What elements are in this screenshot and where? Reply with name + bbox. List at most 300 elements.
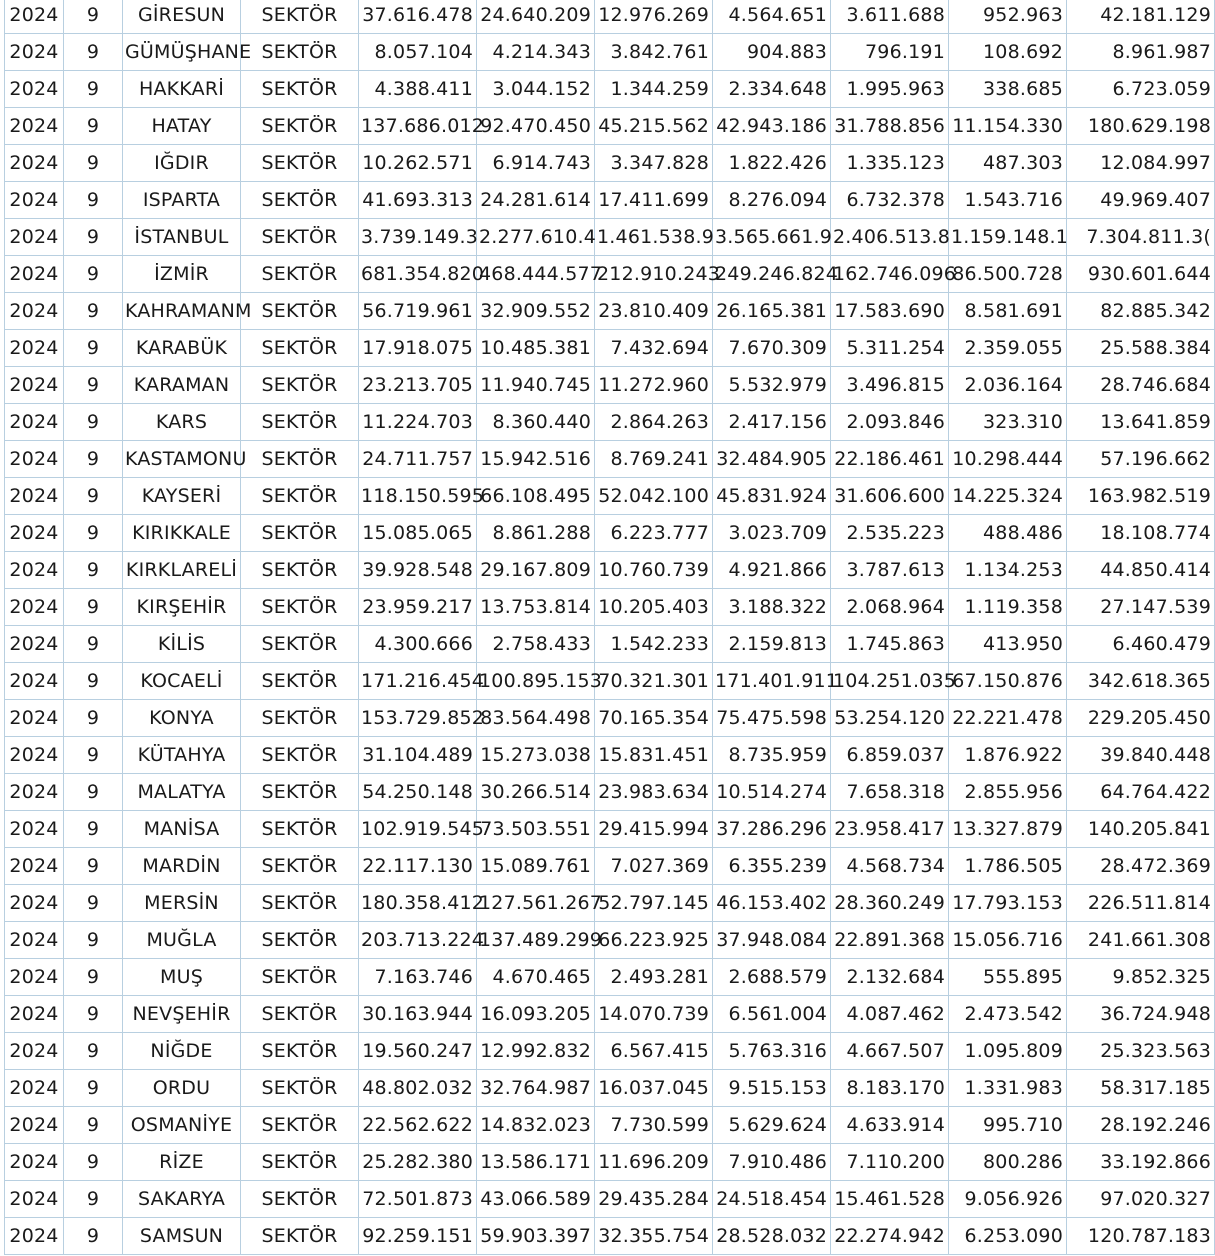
value-cell-3[interactable]: 23.810.409 — [595, 293, 713, 330]
value-cell-6[interactable]: 1.159.148.1 — [949, 219, 1067, 256]
total-cell[interactable]: 28.746.684 — [1067, 367, 1215, 404]
total-cell[interactable]: 9.852.325 — [1067, 959, 1215, 996]
province-cell[interactable]: GİRESUN — [123, 0, 241, 34]
value-cell-3[interactable]: 6.567.415 — [595, 1033, 713, 1070]
province-cell[interactable]: RİZE — [123, 1144, 241, 1181]
value-cell-6[interactable]: 14.225.324 — [949, 478, 1067, 515]
value-cell-5[interactable]: 4.667.507 — [831, 1033, 949, 1070]
total-cell[interactable]: 27.147.539 — [1067, 589, 1215, 626]
value-cell-4[interactable]: 42.943.186 — [713, 108, 831, 145]
value-cell-3[interactable]: 17.411.699 — [595, 182, 713, 219]
year-cell[interactable]: 2024 — [5, 441, 64, 478]
value-cell-3[interactable]: 32.355.754 — [595, 1218, 713, 1255]
category-cell[interactable]: SEKTÖR — [241, 182, 359, 219]
value-cell-5[interactable]: 7.658.318 — [831, 774, 949, 811]
value-cell-3[interactable]: 23.983.634 — [595, 774, 713, 811]
category-cell[interactable]: SEKTÖR — [241, 589, 359, 626]
province-cell[interactable]: SAMSUN — [123, 1218, 241, 1255]
value-cell-2[interactable]: 43.066.589 — [477, 1181, 595, 1218]
category-cell[interactable]: SEKTÖR — [241, 145, 359, 182]
year-cell[interactable]: 2024 — [5, 1033, 64, 1070]
value-cell-3[interactable]: 52.042.100 — [595, 478, 713, 515]
province-cell[interactable]: MANİSA — [123, 811, 241, 848]
value-cell-1[interactable]: 23.213.705 — [359, 367, 477, 404]
value-cell-6[interactable]: 1.095.809 — [949, 1033, 1067, 1070]
category-cell[interactable]: SEKTÖR — [241, 1144, 359, 1181]
value-cell-2[interactable]: 4.670.465 — [477, 959, 595, 996]
value-cell-5[interactable]: 3.496.815 — [831, 367, 949, 404]
value-cell-1[interactable]: 30.163.944 — [359, 996, 477, 1033]
value-cell-1[interactable]: 10.262.571 — [359, 145, 477, 182]
year-cell[interactable]: 2024 — [5, 959, 64, 996]
value-cell-3[interactable]: 29.435.284 — [595, 1181, 713, 1218]
category-cell[interactable]: SEKTÖR — [241, 1070, 359, 1107]
value-cell-6[interactable]: 17.793.153 — [949, 885, 1067, 922]
month-cell[interactable]: 9 — [64, 404, 123, 441]
value-cell-6[interactable]: 6.253.090 — [949, 1218, 1067, 1255]
value-cell-5[interactable]: 28.360.249 — [831, 885, 949, 922]
category-cell[interactable]: SEKTÖR — [241, 922, 359, 959]
total-cell[interactable]: 7.304.811.3( — [1067, 219, 1215, 256]
province-cell[interactable]: NİĞDE — [123, 1033, 241, 1070]
value-cell-3[interactable]: 2.493.281 — [595, 959, 713, 996]
value-cell-5[interactable]: 6.732.378 — [831, 182, 949, 219]
month-cell[interactable]: 9 — [64, 330, 123, 367]
month-cell[interactable]: 9 — [64, 0, 123, 34]
total-cell[interactable]: 241.661.308 — [1067, 922, 1215, 959]
value-cell-2[interactable]: 13.753.814 — [477, 589, 595, 626]
value-cell-4[interactable]: 4.921.866 — [713, 552, 831, 589]
year-cell[interactable]: 2024 — [5, 1107, 64, 1144]
year-cell[interactable]: 2024 — [5, 1070, 64, 1107]
value-cell-5[interactable]: 3.787.613 — [831, 552, 949, 589]
year-cell[interactable]: 2024 — [5, 293, 64, 330]
total-cell[interactable]: 82.885.342 — [1067, 293, 1215, 330]
year-cell[interactable]: 2024 — [5, 404, 64, 441]
value-cell-2[interactable]: 2.277.610.4 — [477, 219, 595, 256]
value-cell-4[interactable]: 8.735.959 — [713, 737, 831, 774]
value-cell-2[interactable]: 10.485.381 — [477, 330, 595, 367]
category-cell[interactable]: SEKTÖR — [241, 293, 359, 330]
total-cell[interactable]: 13.641.859 — [1067, 404, 1215, 441]
value-cell-1[interactable]: 8.057.104 — [359, 34, 477, 71]
province-cell[interactable]: SAKARYA — [123, 1181, 241, 1218]
total-cell[interactable]: 39.840.448 — [1067, 737, 1215, 774]
total-cell[interactable]: 97.020.327 — [1067, 1181, 1215, 1218]
total-cell[interactable]: 44.850.414 — [1067, 552, 1215, 589]
value-cell-5[interactable]: 1.745.863 — [831, 626, 949, 663]
value-cell-2[interactable]: 2.758.433 — [477, 626, 595, 663]
value-cell-6[interactable]: 67.150.876 — [949, 663, 1067, 700]
value-cell-4[interactable]: 171.401.911 — [713, 663, 831, 700]
value-cell-1[interactable]: 25.282.380 — [359, 1144, 477, 1181]
value-cell-6[interactable]: 2.036.164 — [949, 367, 1067, 404]
category-cell[interactable]: SEKTÖR — [241, 404, 359, 441]
year-cell[interactable]: 2024 — [5, 737, 64, 774]
category-cell[interactable]: SEKTÖR — [241, 737, 359, 774]
value-cell-6[interactable]: 11.154.330 — [949, 108, 1067, 145]
year-cell[interactable]: 2024 — [5, 0, 64, 34]
value-cell-1[interactable]: 39.928.548 — [359, 552, 477, 589]
value-cell-3[interactable]: 7.730.599 — [595, 1107, 713, 1144]
value-cell-3[interactable]: 7.432.694 — [595, 330, 713, 367]
value-cell-6[interactable]: 995.710 — [949, 1107, 1067, 1144]
value-cell-2[interactable]: 24.281.614 — [477, 182, 595, 219]
category-cell[interactable]: SEKTÖR — [241, 367, 359, 404]
month-cell[interactable]: 9 — [64, 441, 123, 478]
value-cell-6[interactable]: 323.310 — [949, 404, 1067, 441]
month-cell[interactable]: 9 — [64, 293, 123, 330]
value-cell-4[interactable]: 37.948.084 — [713, 922, 831, 959]
category-cell[interactable]: SEKTÖR — [241, 959, 359, 996]
value-cell-4[interactable]: 24.518.454 — [713, 1181, 831, 1218]
value-cell-2[interactable]: 24.640.209 — [477, 0, 595, 34]
value-cell-3[interactable]: 7.027.369 — [595, 848, 713, 885]
value-cell-4[interactable]: 7.910.486 — [713, 1144, 831, 1181]
province-cell[interactable]: KÜTAHYA — [123, 737, 241, 774]
value-cell-1[interactable]: 22.562.622 — [359, 1107, 477, 1144]
value-cell-4[interactable]: 249.246.824 — [713, 256, 831, 293]
month-cell[interactable]: 9 — [64, 996, 123, 1033]
value-cell-3[interactable]: 16.037.045 — [595, 1070, 713, 1107]
value-cell-4[interactable]: 28.528.032 — [713, 1218, 831, 1255]
value-cell-4[interactable]: 1.822.426 — [713, 145, 831, 182]
year-cell[interactable]: 2024 — [5, 219, 64, 256]
year-cell[interactable]: 2024 — [5, 589, 64, 626]
value-cell-5[interactable]: 23.958.417 — [831, 811, 949, 848]
category-cell[interactable]: SEKTÖR — [241, 552, 359, 589]
month-cell[interactable]: 9 — [64, 626, 123, 663]
value-cell-2[interactable]: 8.861.288 — [477, 515, 595, 552]
value-cell-1[interactable]: 681.354.820 — [359, 256, 477, 293]
value-cell-6[interactable]: 1.786.505 — [949, 848, 1067, 885]
value-cell-4[interactable]: 2.688.579 — [713, 959, 831, 996]
province-cell[interactable]: İZMİR — [123, 256, 241, 293]
year-cell[interactable]: 2024 — [5, 367, 64, 404]
value-cell-1[interactable]: 180.358.412 — [359, 885, 477, 922]
value-cell-3[interactable]: 45.215.562 — [595, 108, 713, 145]
value-cell-2[interactable]: 4.214.343 — [477, 34, 595, 71]
value-cell-6[interactable]: 555.895 — [949, 959, 1067, 996]
value-cell-5[interactable]: 22.891.368 — [831, 922, 949, 959]
value-cell-2[interactable]: 15.089.761 — [477, 848, 595, 885]
value-cell-6[interactable]: 2.359.055 — [949, 330, 1067, 367]
value-cell-4[interactable]: 6.355.239 — [713, 848, 831, 885]
total-cell[interactable]: 49.969.407 — [1067, 182, 1215, 219]
value-cell-1[interactable]: 118.150.595 — [359, 478, 477, 515]
value-cell-1[interactable]: 23.959.217 — [359, 589, 477, 626]
value-cell-1[interactable]: 11.224.703 — [359, 404, 477, 441]
value-cell-4[interactable]: 904.883 — [713, 34, 831, 71]
province-cell[interactable]: HATAY — [123, 108, 241, 145]
category-cell[interactable]: SEKTÖR — [241, 700, 359, 737]
value-cell-1[interactable]: 19.560.247 — [359, 1033, 477, 1070]
year-cell[interactable]: 2024 — [5, 996, 64, 1033]
year-cell[interactable]: 2024 — [5, 922, 64, 959]
value-cell-1[interactable]: 7.163.746 — [359, 959, 477, 996]
month-cell[interactable]: 9 — [64, 700, 123, 737]
total-cell[interactable]: 64.764.422 — [1067, 774, 1215, 811]
value-cell-3[interactable]: 15.831.451 — [595, 737, 713, 774]
value-cell-3[interactable]: 212.910.243 — [595, 256, 713, 293]
value-cell-6[interactable]: 1.134.253 — [949, 552, 1067, 589]
value-cell-3[interactable]: 11.272.960 — [595, 367, 713, 404]
value-cell-2[interactable]: 16.093.205 — [477, 996, 595, 1033]
value-cell-2[interactable]: 29.167.809 — [477, 552, 595, 589]
province-cell[interactable]: HAKKARİ — [123, 71, 241, 108]
year-cell[interactable]: 2024 — [5, 478, 64, 515]
value-cell-2[interactable]: 14.832.023 — [477, 1107, 595, 1144]
month-cell[interactable]: 9 — [64, 774, 123, 811]
total-cell[interactable]: 229.205.450 — [1067, 700, 1215, 737]
category-cell[interactable]: SEKTÖR — [241, 1218, 359, 1255]
value-cell-2[interactable]: 13.586.171 — [477, 1144, 595, 1181]
total-cell[interactable]: 25.588.384 — [1067, 330, 1215, 367]
province-cell[interactable]: KARAMAN — [123, 367, 241, 404]
year-cell[interactable]: 2024 — [5, 774, 64, 811]
value-cell-1[interactable]: 41.693.313 — [359, 182, 477, 219]
year-cell[interactable]: 2024 — [5, 34, 64, 71]
month-cell[interactable]: 9 — [64, 959, 123, 996]
value-cell-5[interactable]: 22.186.461 — [831, 441, 949, 478]
value-cell-6[interactable]: 15.056.716 — [949, 922, 1067, 959]
value-cell-2[interactable]: 32.764.987 — [477, 1070, 595, 1107]
value-cell-4[interactable]: 46.153.402 — [713, 885, 831, 922]
value-cell-6[interactable]: 2.473.542 — [949, 996, 1067, 1033]
year-cell[interactable]: 2024 — [5, 552, 64, 589]
province-cell[interactable]: KIRŞEHİR — [123, 589, 241, 626]
total-cell[interactable]: 12.084.997 — [1067, 145, 1215, 182]
value-cell-1[interactable]: 4.388.411 — [359, 71, 477, 108]
value-cell-1[interactable]: 31.104.489 — [359, 737, 477, 774]
category-cell[interactable]: SEKTÖR — [241, 996, 359, 1033]
value-cell-5[interactable]: 2.093.846 — [831, 404, 949, 441]
month-cell[interactable]: 9 — [64, 811, 123, 848]
province-cell[interactable]: KONYA — [123, 700, 241, 737]
value-cell-5[interactable]: 17.583.690 — [831, 293, 949, 330]
value-cell-2[interactable]: 11.940.745 — [477, 367, 595, 404]
total-cell[interactable]: 180.629.198 — [1067, 108, 1215, 145]
year-cell[interactable]: 2024 — [5, 626, 64, 663]
value-cell-6[interactable]: 1.331.983 — [949, 1070, 1067, 1107]
month-cell[interactable]: 9 — [64, 885, 123, 922]
year-cell[interactable]: 2024 — [5, 1144, 64, 1181]
value-cell-6[interactable]: 1.543.716 — [949, 182, 1067, 219]
value-cell-3[interactable]: 11.696.209 — [595, 1144, 713, 1181]
province-cell[interactable]: KIRIKKALE — [123, 515, 241, 552]
value-cell-2[interactable]: 100.895.153 — [477, 663, 595, 700]
month-cell[interactable]: 9 — [64, 848, 123, 885]
value-cell-6[interactable]: 1.119.358 — [949, 589, 1067, 626]
value-cell-5[interactable]: 4.633.914 — [831, 1107, 949, 1144]
category-cell[interactable]: SEKTÖR — [241, 1181, 359, 1218]
value-cell-2[interactable]: 73.503.551 — [477, 811, 595, 848]
value-cell-3[interactable]: 2.864.263 — [595, 404, 713, 441]
value-cell-3[interactable]: 29.415.994 — [595, 811, 713, 848]
value-cell-1[interactable]: 3.739.149.3 — [359, 219, 477, 256]
total-cell[interactable]: 57.196.662 — [1067, 441, 1215, 478]
value-cell-2[interactable]: 12.992.832 — [477, 1033, 595, 1070]
year-cell[interactable]: 2024 — [5, 71, 64, 108]
value-cell-6[interactable]: 8.581.691 — [949, 293, 1067, 330]
value-cell-4[interactable]: 5.763.316 — [713, 1033, 831, 1070]
month-cell[interactable]: 9 — [64, 71, 123, 108]
province-cell[interactable]: GÜMÜŞHANE — [123, 34, 241, 71]
value-cell-4[interactable]: 37.286.296 — [713, 811, 831, 848]
province-cell[interactable]: MALATYA — [123, 774, 241, 811]
value-cell-6[interactable]: 338.685 — [949, 71, 1067, 108]
year-cell[interactable]: 2024 — [5, 108, 64, 145]
value-cell-3[interactable]: 12.976.269 — [595, 0, 713, 34]
value-cell-6[interactable]: 952.963 — [949, 0, 1067, 34]
province-cell[interactable]: OSMANİYE — [123, 1107, 241, 1144]
value-cell-6[interactable]: 800.286 — [949, 1144, 1067, 1181]
year-cell[interactable]: 2024 — [5, 1181, 64, 1218]
month-cell[interactable]: 9 — [64, 256, 123, 293]
value-cell-4[interactable]: 3.188.322 — [713, 589, 831, 626]
value-cell-1[interactable]: 4.300.666 — [359, 626, 477, 663]
value-cell-6[interactable]: 86.500.728 — [949, 256, 1067, 293]
total-cell[interactable]: 140.205.841 — [1067, 811, 1215, 848]
value-cell-5[interactable]: 7.110.200 — [831, 1144, 949, 1181]
category-cell[interactable]: SEKTÖR — [241, 515, 359, 552]
province-cell[interactable]: KAHRAMANM — [123, 293, 241, 330]
value-cell-6[interactable]: 13.327.879 — [949, 811, 1067, 848]
value-cell-5[interactable]: 6.859.037 — [831, 737, 949, 774]
value-cell-2[interactable]: 59.903.397 — [477, 1218, 595, 1255]
province-cell[interactable]: ORDU — [123, 1070, 241, 1107]
value-cell-3[interactable]: 70.165.354 — [595, 700, 713, 737]
total-cell[interactable]: 6.723.059 — [1067, 71, 1215, 108]
total-cell[interactable]: 8.961.987 — [1067, 34, 1215, 71]
value-cell-1[interactable]: 153.729.852 — [359, 700, 477, 737]
value-cell-5[interactable]: 53.254.120 — [831, 700, 949, 737]
value-cell-2[interactable]: 468.444.577 — [477, 256, 595, 293]
value-cell-5[interactable]: 1.995.963 — [831, 71, 949, 108]
province-cell[interactable]: IĞDIR — [123, 145, 241, 182]
value-cell-5[interactable]: 2.535.223 — [831, 515, 949, 552]
month-cell[interactable]: 9 — [64, 145, 123, 182]
value-cell-2[interactable]: 66.108.495 — [477, 478, 595, 515]
value-cell-1[interactable]: 48.802.032 — [359, 1070, 477, 1107]
total-cell[interactable]: 120.787.183 — [1067, 1218, 1215, 1255]
value-cell-1[interactable]: 54.250.148 — [359, 774, 477, 811]
value-cell-4[interactable]: 5.532.979 — [713, 367, 831, 404]
value-cell-1[interactable]: 203.713.224 — [359, 922, 477, 959]
value-cell-6[interactable]: 2.855.956 — [949, 774, 1067, 811]
year-cell[interactable]: 2024 — [5, 330, 64, 367]
value-cell-4[interactable]: 3.023.709 — [713, 515, 831, 552]
value-cell-5[interactable]: 31.788.856 — [831, 108, 949, 145]
value-cell-4[interactable]: 8.276.094 — [713, 182, 831, 219]
province-cell[interactable]: KARS — [123, 404, 241, 441]
value-cell-4[interactable]: 45.831.924 — [713, 478, 831, 515]
total-cell[interactable]: 58.317.185 — [1067, 1070, 1215, 1107]
value-cell-5[interactable]: 2.132.684 — [831, 959, 949, 996]
year-cell[interactable]: 2024 — [5, 811, 64, 848]
value-cell-4[interactable]: 7.670.309 — [713, 330, 831, 367]
value-cell-5[interactable]: 2.068.964 — [831, 589, 949, 626]
total-cell[interactable]: 930.601.644 — [1067, 256, 1215, 293]
value-cell-6[interactable]: 487.303 — [949, 145, 1067, 182]
month-cell[interactable]: 9 — [64, 552, 123, 589]
province-cell[interactable]: MUŞ — [123, 959, 241, 996]
value-cell-3[interactable]: 6.223.777 — [595, 515, 713, 552]
total-cell[interactable]: 36.724.948 — [1067, 996, 1215, 1033]
year-cell[interactable]: 2024 — [5, 145, 64, 182]
value-cell-1[interactable]: 102.919.545 — [359, 811, 477, 848]
total-cell[interactable]: 28.472.369 — [1067, 848, 1215, 885]
value-cell-4[interactable]: 26.165.381 — [713, 293, 831, 330]
category-cell[interactable]: SEKTÖR — [241, 71, 359, 108]
category-cell[interactable]: SEKTÖR — [241, 626, 359, 663]
province-cell[interactable]: NEVŞEHİR — [123, 996, 241, 1033]
category-cell[interactable]: SEKTÖR — [241, 256, 359, 293]
month-cell[interactable]: 9 — [64, 1033, 123, 1070]
category-cell[interactable]: SEKTÖR — [241, 1107, 359, 1144]
value-cell-4[interactable]: 2.334.648 — [713, 71, 831, 108]
value-cell-5[interactable]: 5.311.254 — [831, 330, 949, 367]
value-cell-1[interactable]: 37.616.478 — [359, 0, 477, 34]
value-cell-5[interactable]: 22.274.942 — [831, 1218, 949, 1255]
province-cell[interactable]: ISPARTA — [123, 182, 241, 219]
value-cell-5[interactable]: 1.335.123 — [831, 145, 949, 182]
total-cell[interactable]: 342.618.365 — [1067, 663, 1215, 700]
month-cell[interactable]: 9 — [64, 367, 123, 404]
value-cell-1[interactable]: 24.711.757 — [359, 441, 477, 478]
value-cell-2[interactable]: 137.489.299 — [477, 922, 595, 959]
value-cell-4[interactable]: 75.475.598 — [713, 700, 831, 737]
month-cell[interactable]: 9 — [64, 478, 123, 515]
province-cell[interactable]: İSTANBUL — [123, 219, 241, 256]
category-cell[interactable]: SEKTÖR — [241, 663, 359, 700]
province-cell[interactable]: MERSİN — [123, 885, 241, 922]
value-cell-4[interactable]: 9.515.153 — [713, 1070, 831, 1107]
month-cell[interactable]: 9 — [64, 34, 123, 71]
month-cell[interactable]: 9 — [64, 182, 123, 219]
month-cell[interactable]: 9 — [64, 219, 123, 256]
value-cell-3[interactable]: 66.223.925 — [595, 922, 713, 959]
value-cell-6[interactable]: 10.298.444 — [949, 441, 1067, 478]
total-cell[interactable]: 18.108.774 — [1067, 515, 1215, 552]
category-cell[interactable]: SEKTÖR — [241, 1033, 359, 1070]
value-cell-2[interactable]: 92.470.450 — [477, 108, 595, 145]
value-cell-1[interactable]: 22.117.130 — [359, 848, 477, 885]
value-cell-3[interactable]: 10.205.403 — [595, 589, 713, 626]
year-cell[interactable]: 2024 — [5, 700, 64, 737]
month-cell[interactable]: 9 — [64, 108, 123, 145]
value-cell-4[interactable]: 10.514.274 — [713, 774, 831, 811]
value-cell-4[interactable]: 2.417.156 — [713, 404, 831, 441]
total-cell[interactable]: 28.192.246 — [1067, 1107, 1215, 1144]
total-cell[interactable]: 33.192.866 — [1067, 1144, 1215, 1181]
value-cell-6[interactable]: 1.876.922 — [949, 737, 1067, 774]
total-cell[interactable]: 163.982.519 — [1067, 478, 1215, 515]
value-cell-6[interactable]: 108.692 — [949, 34, 1067, 71]
month-cell[interactable]: 9 — [64, 515, 123, 552]
value-cell-1[interactable]: 137.686.012 — [359, 108, 477, 145]
value-cell-5[interactable]: 31.606.600 — [831, 478, 949, 515]
category-cell[interactable]: SEKTÖR — [241, 885, 359, 922]
value-cell-4[interactable]: 3.565.661.9 — [713, 219, 831, 256]
value-cell-5[interactable]: 104.251.035 — [831, 663, 949, 700]
value-cell-6[interactable]: 488.486 — [949, 515, 1067, 552]
province-cell[interactable]: KASTAMONU — [123, 441, 241, 478]
value-cell-3[interactable]: 10.760.739 — [595, 552, 713, 589]
year-cell[interactable]: 2024 — [5, 182, 64, 219]
year-cell[interactable]: 2024 — [5, 256, 64, 293]
value-cell-3[interactable]: 8.769.241 — [595, 441, 713, 478]
